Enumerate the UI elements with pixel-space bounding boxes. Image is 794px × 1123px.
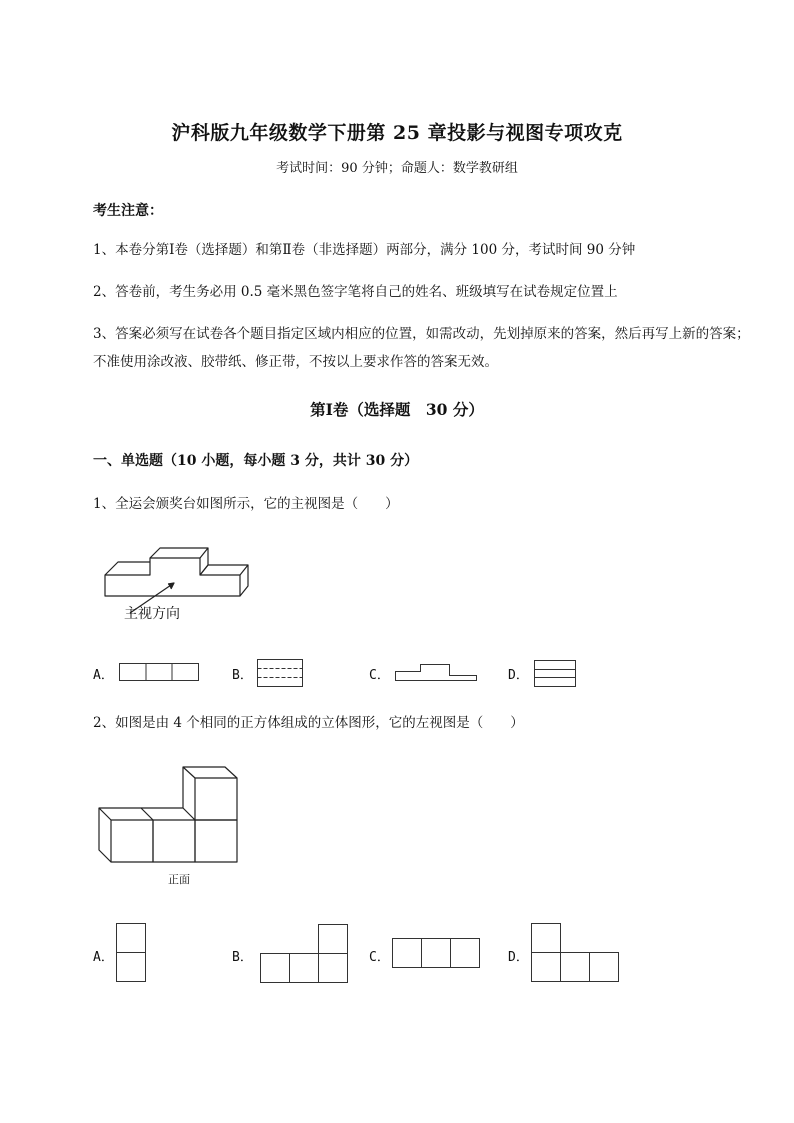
notice-item-3: 3、答案必须写在试卷各个题目指定区域内相应的位置，如需改动，先划掉原来的答案，然后再写上新的答案；不准使用涂改液、胶带纸、修正带，不按以上要求作答的答案无效。: [93, 326, 750, 370]
q2-option-b-label[interactable]: B．: [232, 950, 253, 965]
q1-option-d-label[interactable]: D．: [508, 668, 529, 683]
q2-option-a-figure[interactable]: [116, 923, 146, 983]
q1-option-c-label[interactable]: C．: [369, 668, 390, 683]
q1-option-d-figure[interactable]: [534, 660, 576, 688]
q2-option-c-label[interactable]: C．: [369, 950, 390, 965]
question-2-cubes-figure: [96, 765, 241, 865]
q2-option-d-label[interactable]: D．: [508, 950, 529, 965]
q2-option-a-label[interactable]: A．: [93, 950, 114, 965]
exam-info: 考试时间：90 分钟；命题人：数学教研组: [276, 161, 518, 176]
q1-option-b-figure[interactable]: [257, 659, 303, 687]
notice-item-1: 1、本卷分第Ⅰ卷（选择题）和第Ⅱ卷（非选择题）两部分，满分 100 分，考试时间 90 分钟: [93, 242, 636, 258]
q1-option-a-label[interactable]: A．: [93, 668, 114, 683]
q1-option-c-figure[interactable]: [395, 662, 477, 682]
page-title: 沪科版九年级数学下册第 25 章投影与视图专项攻克: [171, 122, 623, 144]
section-title: 第Ⅰ卷（选择题 30 分）: [310, 400, 484, 419]
part-title: 一、单选题（10 小题，每小题 3 分，共计 30 分）: [93, 453, 419, 469]
question-1-text: 1、全运会颁奖台如图所示，它的主视图是（ ）: [93, 496, 399, 512]
view-direction-label: 主视方向: [124, 606, 180, 622]
question-2-text: 2、如图是由 4 个相同的正方体组成的立体图形，它的左视图是（ ）: [93, 715, 524, 731]
q1-option-a-figure[interactable]: [119, 663, 199, 681]
front-label: 正面: [168, 873, 190, 886]
notice-heading: 考生注意：: [93, 203, 163, 219]
notice-item-2: 2、答卷前，考生务必用 0.5 毫米黑色签字笔将自己的姓名、班级填写在试卷规定位置上: [93, 284, 618, 300]
q2-option-b-figure[interactable]: [260, 924, 350, 984]
q2-option-d-figure[interactable]: [531, 923, 621, 983]
q2-option-c-figure[interactable]: [392, 938, 482, 969]
q1-option-b-label[interactable]: B．: [232, 668, 253, 683]
